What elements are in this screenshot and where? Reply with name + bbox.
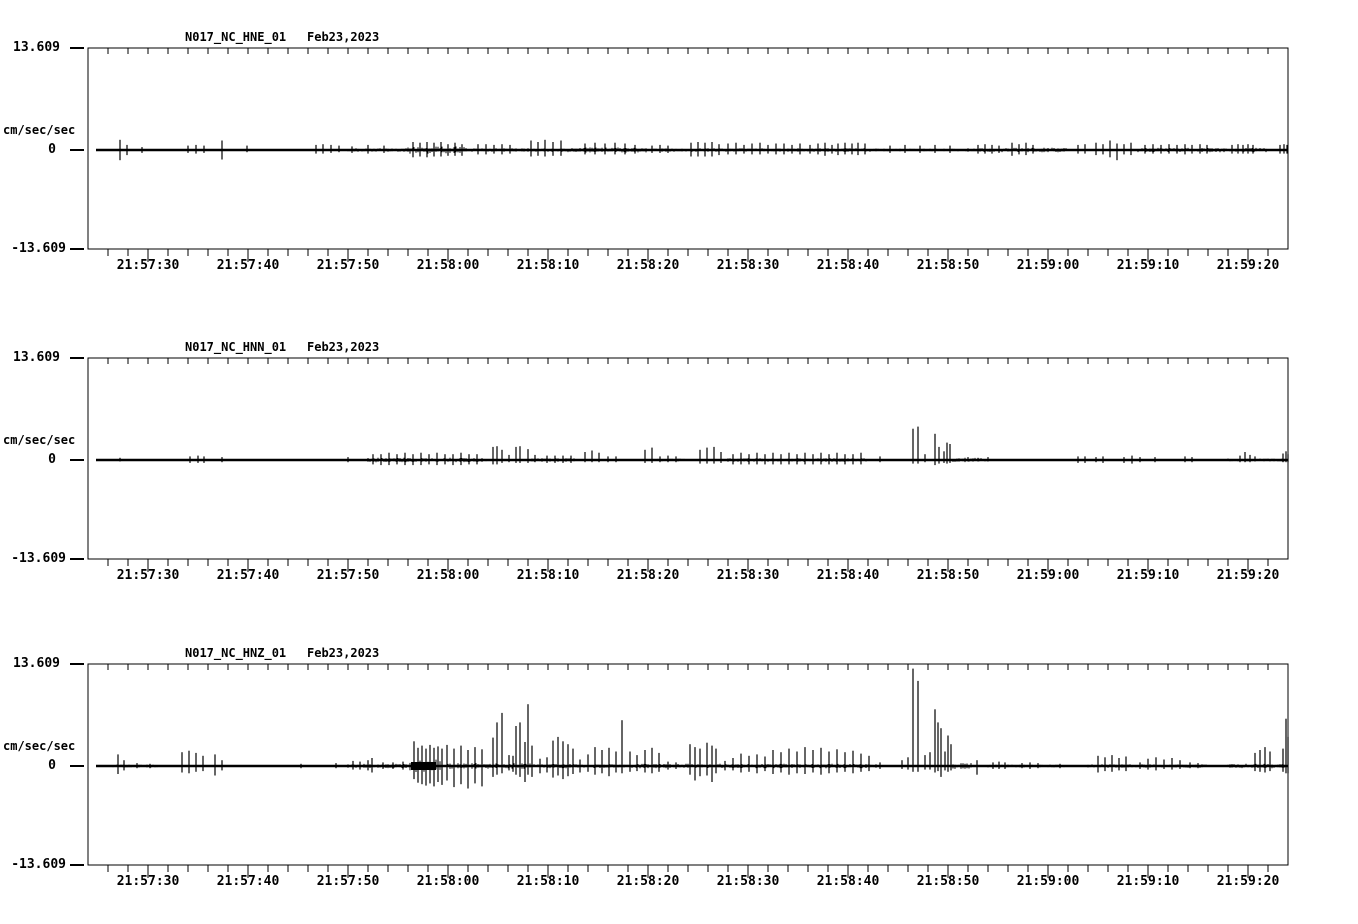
x-tick-label: 21:58:50 <box>916 258 980 273</box>
x-tick-label: 21:58:10 <box>516 258 580 273</box>
x-tick-label: 21:59:20 <box>1216 258 1280 273</box>
y-axis-unit-label: cm/sec/sec <box>3 739 76 753</box>
y-axis-min-label: -13.609 <box>11 241 66 256</box>
x-tick-label: 21:58:00 <box>416 874 480 889</box>
x-tick-label: 21:58:00 <box>416 258 480 273</box>
x-tick-label: 21:58:20 <box>616 258 680 273</box>
y-axis-zero-label: 0 <box>48 452 56 467</box>
seismogram-panel-hne <box>0 0 1358 310</box>
x-tick-label: 21:57:40 <box>216 568 280 583</box>
x-tick-label: 21:59:20 <box>1216 568 1280 583</box>
x-tick-label: 21:59:00 <box>1016 568 1080 583</box>
y-axis-min-label: -13.609 <box>11 857 66 872</box>
seismogram-panel-hnn <box>0 310 1358 620</box>
x-tick-label: 21:57:30 <box>116 874 180 889</box>
x-tick-label: 21:58:20 <box>616 874 680 889</box>
panel-title-station: N017_NC_HNN_01 <box>185 340 287 354</box>
y-axis-max-label: 13.609 <box>13 350 60 365</box>
x-tick-label: 21:58:10 <box>516 874 580 889</box>
x-tick-label: 21:57:40 <box>216 258 280 273</box>
y-axis-max-label: 13.609 <box>13 656 60 671</box>
panel-title-date: Feb23,2023 <box>307 646 380 660</box>
y-axis-zero-label: 0 <box>48 142 56 157</box>
x-tick-label: 21:58:40 <box>816 874 880 889</box>
x-tick-label: 21:59:00 <box>1016 874 1080 889</box>
x-tick-label: 21:58:30 <box>716 258 780 273</box>
panel-title-station: N017_NC_HNZ_01 <box>185 646 287 660</box>
x-tick-label: 21:57:30 <box>116 258 180 273</box>
y-axis-min-label: -13.609 <box>11 551 66 566</box>
x-tick-label: 21:57:50 <box>316 258 380 273</box>
x-tick-label: 21:58:30 <box>716 568 780 583</box>
y-axis-zero-label: 0 <box>48 758 56 773</box>
x-tick-label: 21:59:00 <box>1016 258 1080 273</box>
x-tick-label: 21:57:50 <box>316 568 380 583</box>
x-tick-label: 21:57:40 <box>216 874 280 889</box>
x-tick-label: 21:57:30 <box>116 568 180 583</box>
y-axis-unit-label: cm/sec/sec <box>3 123 76 137</box>
x-tick-label: 21:58:10 <box>516 568 580 583</box>
x-tick-label: 21:58:40 <box>816 258 880 273</box>
seismogram-panel-hnz <box>0 616 1358 924</box>
x-tick-label: 21:58:50 <box>916 874 980 889</box>
x-tick-label: 21:59:10 <box>1116 874 1180 889</box>
y-axis-max-label: 13.609 <box>13 40 60 55</box>
y-axis-unit-label: cm/sec/sec <box>3 433 76 447</box>
x-tick-label: 21:59:10 <box>1116 258 1180 273</box>
x-tick-label: 21:57:50 <box>316 874 380 889</box>
x-tick-label: 21:58:00 <box>416 568 480 583</box>
x-tick-label: 21:58:50 <box>916 568 980 583</box>
x-tick-label: 21:58:20 <box>616 568 680 583</box>
panel-title-station: N017_NC_HNE_01 <box>185 30 287 44</box>
panel-title-date: Feb23,2023 <box>307 340 380 354</box>
panel-title-date: Feb23,2023 <box>307 30 380 44</box>
x-tick-label: 21:58:30 <box>716 874 780 889</box>
x-tick-label: 21:59:20 <box>1216 874 1280 889</box>
x-tick-label: 21:58:40 <box>816 568 880 583</box>
x-tick-label: 21:59:10 <box>1116 568 1180 583</box>
